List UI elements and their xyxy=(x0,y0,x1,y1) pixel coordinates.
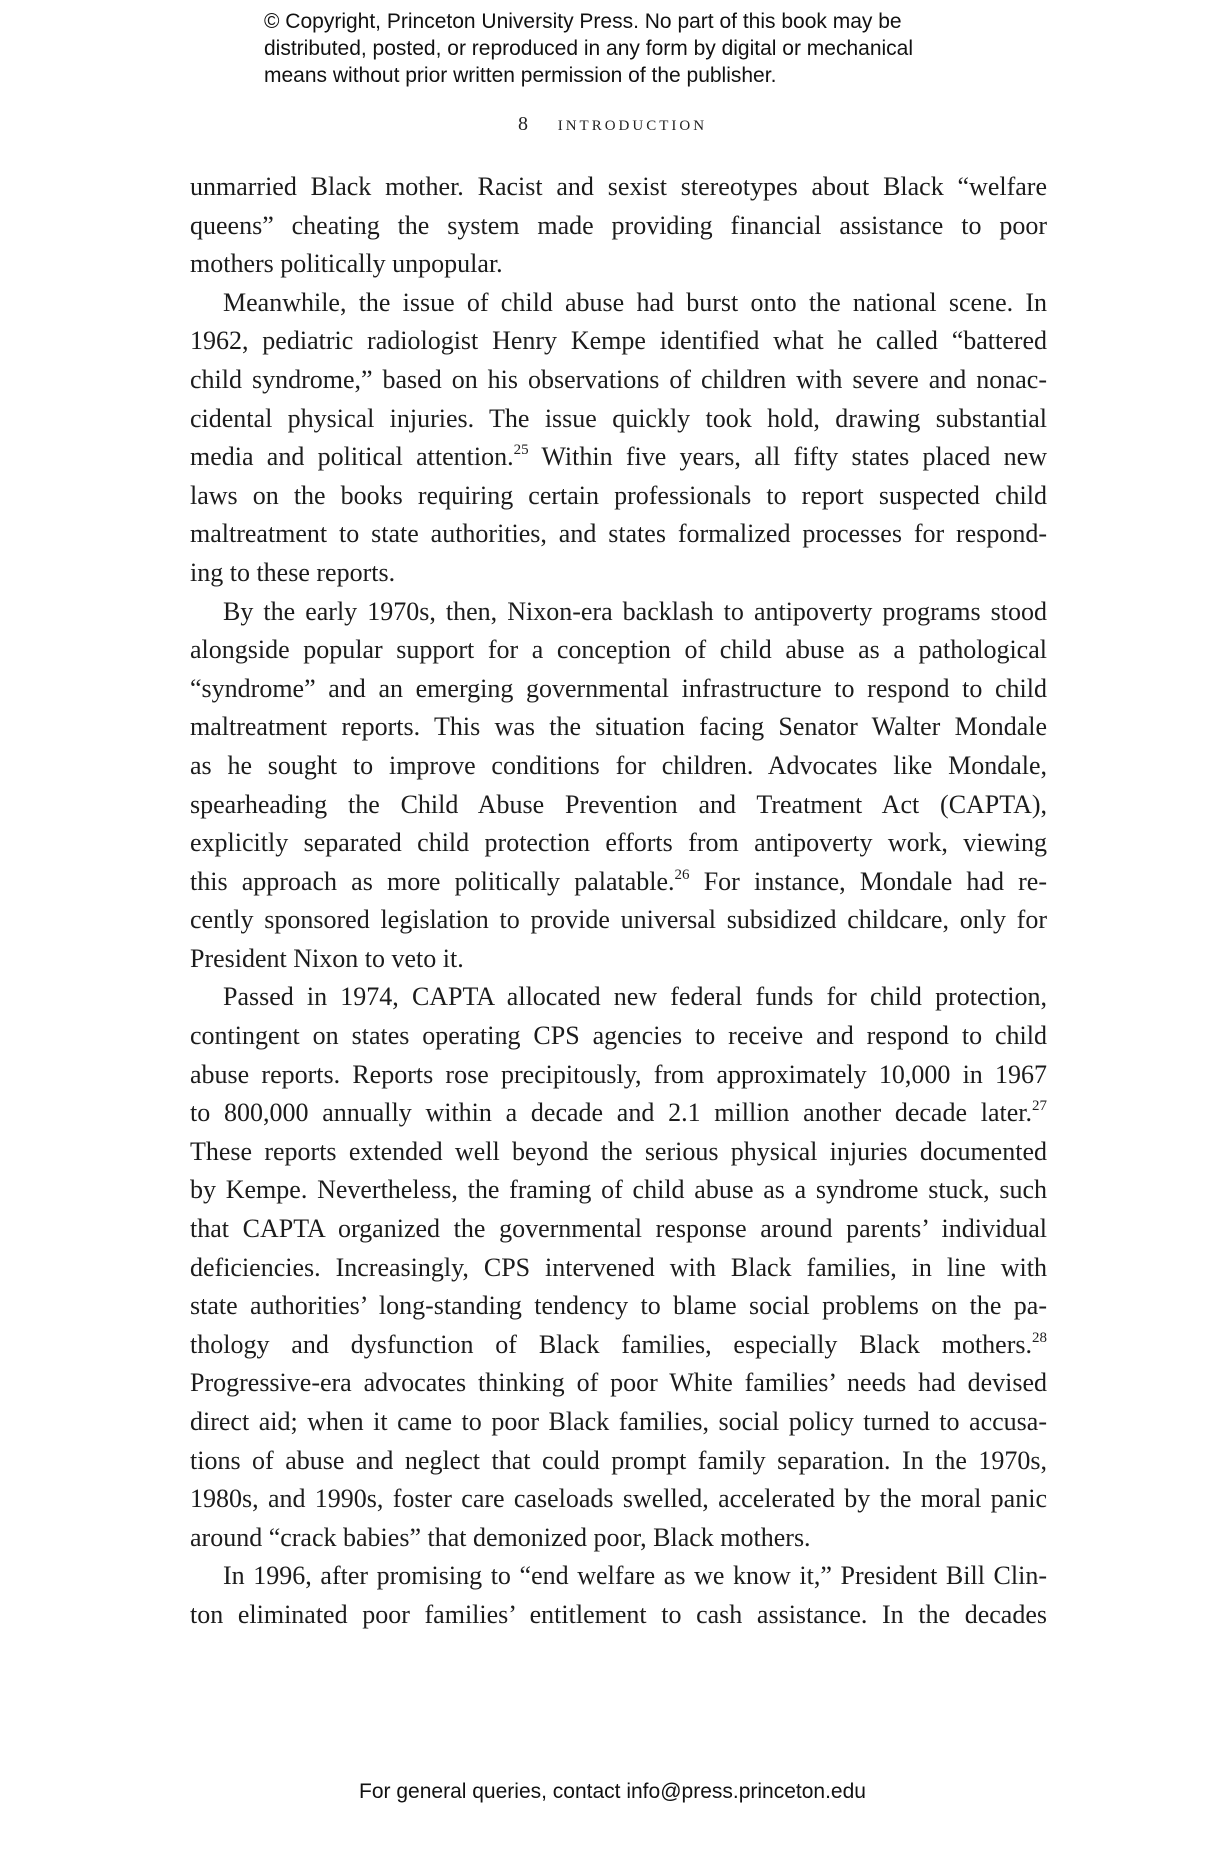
text-line: this approach as more politically palatable.$^{26}$ For instance, Mondale had re- xyxy=(190,866,1047,896)
text-line: direct aid; when it came to poor Black families, social policy turned to accusa- xyxy=(190,1407,1047,1436)
text-line: maltreatment reports. This was the situation facing Senator Walter Mondale xyxy=(190,712,1047,742)
text-line: that CAPTA organized the governmental response around parents’ individual xyxy=(190,1214,1047,1244)
text-line: tions of abuse and neglect that could prompt family separation. In the 1970s, xyxy=(190,1445,1047,1475)
text-line: around “crack babies” that demonized poor, Black mothers. xyxy=(190,1522,811,1552)
copyright-notice xyxy=(264,8,1024,89)
text-line: by Kempe. Nevertheless, the framing of child abuse as a syndrome stuck, such xyxy=(190,1175,1047,1205)
footnote-ref-25[interactable]: 25 xyxy=(513,442,529,459)
text-line: ing to these reports. xyxy=(190,557,396,587)
text-line: mothers politically unpopular. xyxy=(190,249,503,279)
text-line: child syndrome,” based on his observations of children with severe and nonac- xyxy=(190,364,1047,394)
contact-footer xyxy=(0,1780,1225,1804)
page-number: 8 xyxy=(517,113,528,135)
text-line: cently sponsored legislation to provide universal subsidized childcare, only for xyxy=(190,905,1047,935)
paragraph-start-line: Passed in 1974, CAPTA allocated new federal funds for child protection, xyxy=(223,982,1047,1012)
text-line: deficiencies. Increasingly, CPS intervened with Black families, in line with xyxy=(190,1252,1047,1282)
section-title: introduction xyxy=(557,110,708,135)
text-line: alongside popular support for a conception of child abuse as a pathological xyxy=(190,635,1047,665)
text-line: Progressive-era advocates thinking of poor White families’ needs had devised xyxy=(190,1368,1047,1398)
text-line: “syndrome” and an emerging governmental infrastructure to respond to child xyxy=(190,673,1047,703)
text-line: contingent on states operating CPS agencies to receive and respond to child xyxy=(190,1021,1047,1051)
body-text xyxy=(190,168,1047,1635)
running-head xyxy=(0,110,1225,136)
text-line: to 800,000 annually within a decade and 2.1 million another decade later.$^{27}$ xyxy=(190,1098,1047,1128)
text-line: abuse reports. Reports rose precipitously, from approximately 10,000 in 1967 xyxy=(190,1059,1047,1089)
text-line: thology and dysfunction of Black families, especially Black mothers.$^{28}$ xyxy=(190,1329,1047,1359)
text-line: media and political attention.$^{25}$ Within five years, all fifty states placed new xyxy=(190,442,1047,472)
text-line: President Nixon to veto it. xyxy=(190,943,464,973)
text-line: explicitly separated child protection efforts from antipoverty work, viewing xyxy=(190,828,1047,858)
text-line: These reports extended well beyond the serious physical injuries documented xyxy=(190,1136,1047,1166)
footnote-ref-28[interactable]: 28 xyxy=(1032,1329,1047,1346)
text-line: ton eliminated poor families’ entitlement to cash assistance. In the decades xyxy=(190,1599,1047,1629)
copyright-line: means without prior written permission of the publisher. xyxy=(264,64,777,87)
copyright-line: distributed, posted, or reproduced in any form by digital or mechanical xyxy=(264,37,914,60)
text-line: queens” cheating the system made providing financial assistance to poor xyxy=(190,210,1047,240)
footnote-ref-26[interactable]: 26 xyxy=(674,866,690,883)
paragraph-start-line: By the early 1970s, then, Nixon-era backlash to antipoverty programs stood xyxy=(223,596,1047,626)
copyright-line: © Copyright, Princeton University Press. No part of this book may be xyxy=(264,10,902,33)
contact-text: For general queries, contact info@press.princeton.edu xyxy=(359,1780,866,1803)
paragraph-start-line: Meanwhile, the issue of child abuse had burst onto the national scene. In xyxy=(223,287,1047,317)
text-line: cidental physical injuries. The issue quickly took hold, drawing substantial xyxy=(190,403,1047,433)
text-line: 1962, pediatric radiologist Henry Kempe identified what he called “battered xyxy=(190,326,1047,356)
footnote-ref-27[interactable]: 27 xyxy=(1032,1098,1047,1115)
text-line: laws on the books requiring certain professionals to report suspected child xyxy=(190,480,1047,510)
text-line: maltreatment to state authorities, and states formalized processes for respond- xyxy=(190,519,1047,549)
paragraph-start-line: In 1996, after promising to “end welfare as we know it,” President Bill Clin- xyxy=(223,1561,1047,1591)
text-line: unmarried Black mother. Racist and sexist stereotypes about Black “welfare xyxy=(190,172,1047,201)
text-line: 1980s, and 1990s, foster care caseloads swelled, accelerated by the moral panic xyxy=(190,1484,1047,1514)
text-line: state authorities’ long-standing tendency to blame social problems on the pa- xyxy=(190,1291,1047,1321)
text-line: as he sought to improve conditions for children. Advocates like Mondale, xyxy=(190,750,1047,780)
text-line: spearheading the Child Abuse Prevention and Treatment Act (CAPTA), xyxy=(190,789,1047,819)
